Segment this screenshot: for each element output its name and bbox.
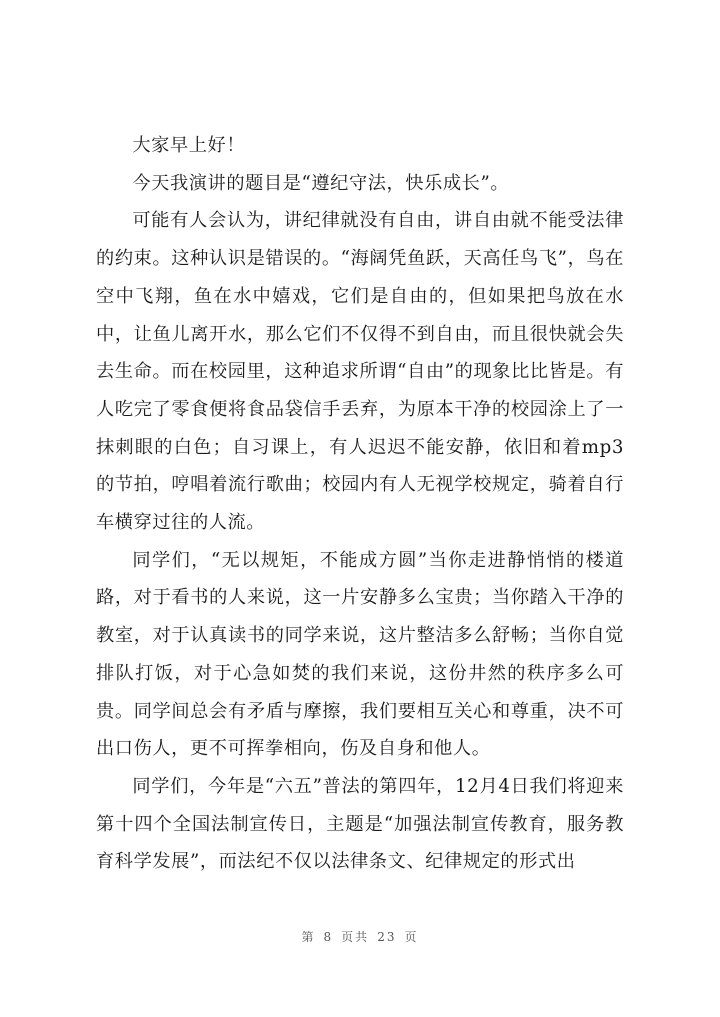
footer-total-pages: 23 [377,930,397,944]
paragraph-rules: 同学们，“无以规矩，不能成方圆”当你走进静悄悄的楼道路，对于看书的人来说，这一片安静多么宝贵；当你踏入干净的教室，对于认真读书的同学来说，这片整洁多么舒畅；当你自觉排队打饭，对于心急如焚的我们来说，这份井然的秩序多么可贵。同学间总会有矛盾与摩擦，我们要相互关心和尊重，决不可出口伤人，更不可挥拳相向，伤及自身和他人。 [96,549,624,760]
paragraph-legal-day: 同学们，今年是“六五”普法的第四年，12月4日我们将迎来第十四个全国法制宣传日，主题是“加强法制宣传教育，服务教育科学发展”，而法纪不仅以法律条文、纪律规定的形式出 [96,775,624,873]
footer-suffix: 页 [404,930,419,944]
paragraph-greeting: 大家早上好！ [132,135,246,156]
footer-middle: 页共 [341,930,370,944]
paragraph-freedom: 可能有人会认为，讲纪律就没有自由，讲自由就不能受法律的约束。这种认识是错误的。“海阔凭鱼跃，天高任鸟飞”，鸟在空中飞翔，鱼在水中嬉戏，它们是自由的，但如果把鸟放在水中，让鱼儿离开水，那么它们不仅得不到自由，而且很快就会失去生命。而在校园里，这种追求所谓“自由”的现象比比皆是。有人吃完了零食便将食品袋信手丢弃，为原本干净的校园涂上了一抹刺眼的白色；自习课上，有人迟迟不能安静，依旧和着mp3的节拍，哼唱着流行歌曲；校园内有人无视学校规定，骑着自行车横穿过往的人流。 [96,210,624,534]
page-footer [0,928,720,945]
paragraph-topic: 今天我演讲的题目是“遵纪守法，快乐成长”。 [132,172,510,194]
footer-prefix: 第 [301,930,316,944]
document-body [96,127,624,881]
footer-current-page: 8 [323,930,334,944]
